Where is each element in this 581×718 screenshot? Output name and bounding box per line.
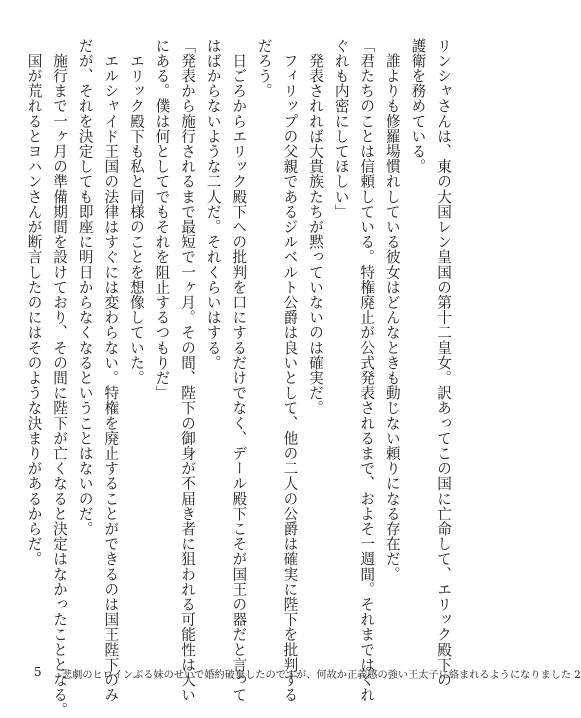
text-line: 「君たちのことは信頼している。特権廃止が公式発表されるまで、およそ一週間。それまではくれ xyxy=(358,38,376,703)
text-line: 日ごろからエリック殿下への批判を口にするだけでなく、デール殿下こそが国王の器だと言って xyxy=(230,38,248,703)
text-line: だろう。 xyxy=(255,38,273,99)
text-line: 発表されれば大貴族たちが黙っていないのは確実だ。 xyxy=(307,38,325,416)
page-number: 5 xyxy=(34,665,42,679)
text-line: 「発表から施行されるまで最短で一ヶ月。その間、陛下の御身が不届き者に狙われる可能性は大い xyxy=(179,38,197,703)
text-line: 施行まで一ヶ月の準備期間を設けており、その間に陛下が亡くなると決定はなかったこととなる。 xyxy=(51,38,69,718)
text-line: フィリップの父親であるジルベルト公爵は良いとして、他の二人の公爵は確実に陛下を批判する xyxy=(281,38,299,703)
text-line: エルシャイド王国の法律はすぐには変わらない。特権を廃止することができるのは国王陛下のみ xyxy=(102,38,120,703)
text-line: はばからないような二人だ。それくらいはする。 xyxy=(204,38,222,371)
page-footer xyxy=(0,665,581,685)
running-title: 悲劇のヒロインぶる妹のせいで婚約破棄したのですが、何故か正義感の強い王太子に絡まれるようになりました 2 xyxy=(62,670,581,681)
text-line: にある。僕は何としてでもそれを阻止するつもりだ」 xyxy=(153,38,171,401)
text-line: リンシャさんは、東の大国レン皇国の第十二皇女。訳あってこの国に亡命して、エリック殿下の xyxy=(435,38,452,688)
text-line: ぐれも内密にしてほしい」 xyxy=(332,38,350,220)
text-line: だが、それを決定しても即座に明日からなくなるということはないのだ。 xyxy=(76,38,94,537)
text-line: エリック殿下も私と同様のことを想像していた。 xyxy=(127,38,145,386)
text-line: 護衛を務めている。 xyxy=(409,38,427,174)
text-line: 誰よりも修羅場慣れしている彼女はどんなときも動じない頼りになる存在だ。 xyxy=(383,38,401,582)
text-line: 国が荒れるとヨハンさんが断言したのにはそのような決まりがあるからだ。 xyxy=(25,38,43,567)
